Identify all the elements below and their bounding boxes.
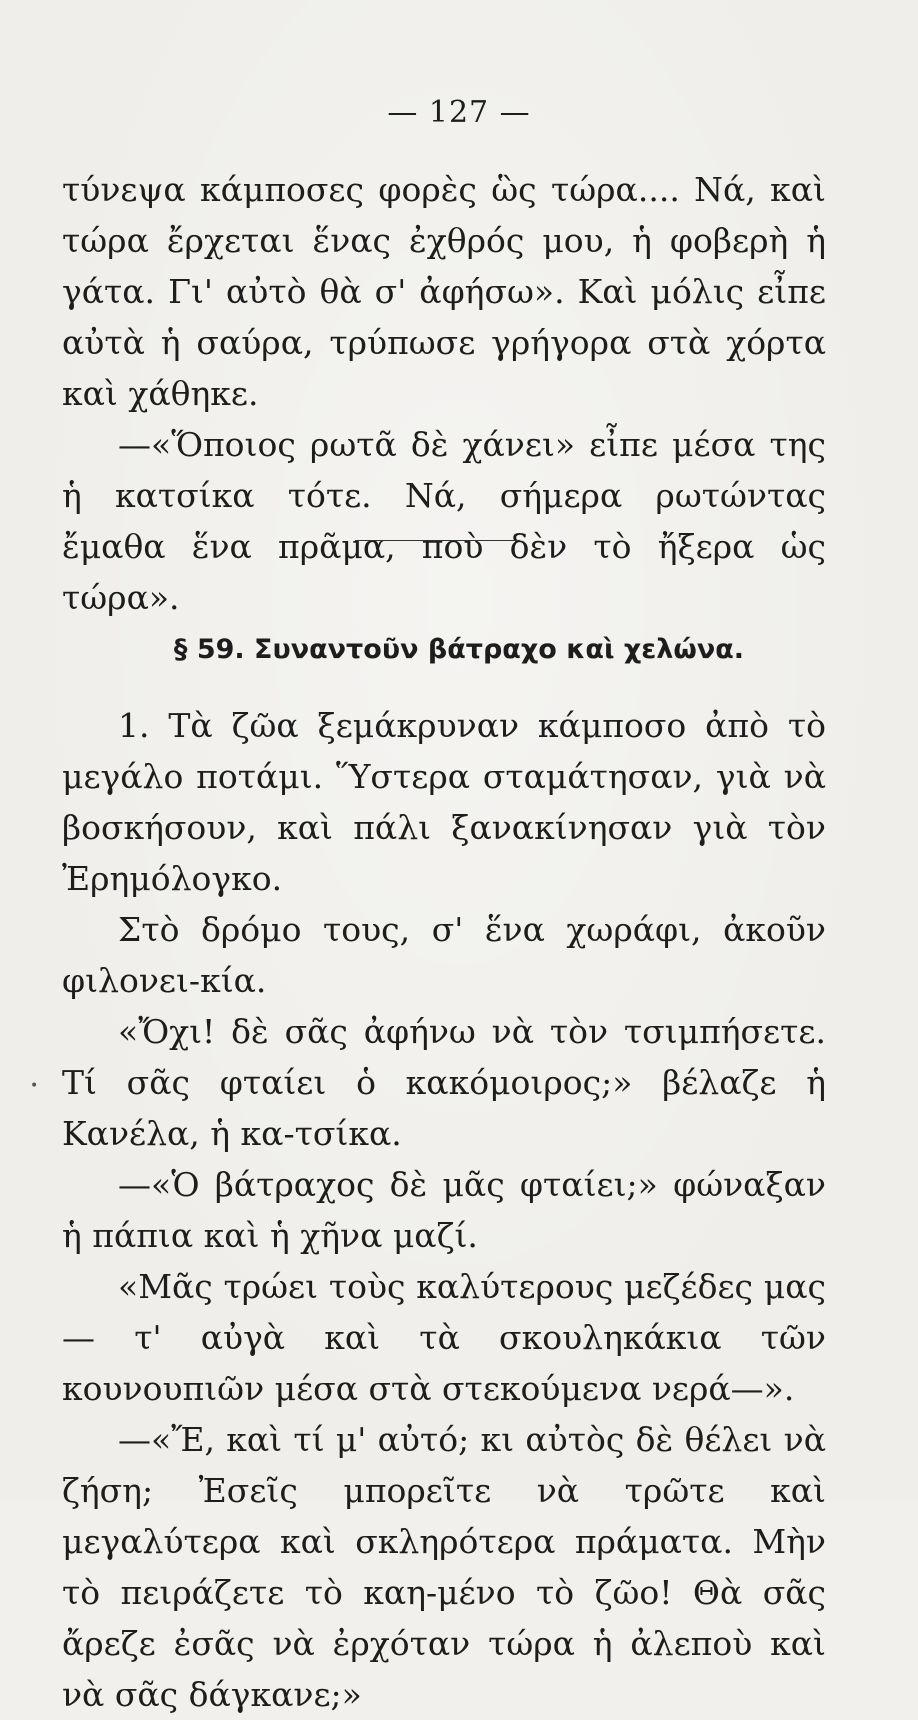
paragraph-6: —«Ἔ, καὶ τί μ' αὐτό; κι αὐτὸς δὲ θέλει νὰ ζήση; Ἐσεῖς μπορεῖτε νὰ τρῶτε καὶ μεγαλύτερα καὶ σκληρότερα πράματα. Μὴν τὸ πειράζετε τὸ καη-μένο τὸ ζῶο! Θὰ σᾶς ἄρεζε ἐσᾶς νὰ ἐρχόταν τώρα ἡ ἀλεποὺ καὶ νὰ σᾶς δάγκανε;»: [62, 1420, 826, 1714]
section-divider: [355, 540, 520, 541]
stray-ink-mark: •: [30, 1078, 39, 1094]
paragraph-2: Στὸ δρόμο τους, σ' ἕνα χωράφι, ἀκοῦν φιλονει-κία.: [62, 910, 826, 1000]
top-text-block: [62, 164, 826, 623]
page-number: — 127 —: [387, 95, 531, 130]
section-body: [62, 700, 826, 1720]
paragraph-4: —«Ὁ βάτραχος δὲ μᾶς φταίει;» φώναξαν ἡ πάπια καὶ ἡ χῆνα μαζί.: [62, 1165, 826, 1255]
paragraph-3: «Ὄχι! δὲ σᾶς ἀφήνω νὰ τὸν τσιμπήσετε. Τί σᾶς φταίει ὁ κακόμοιρος;» βέλαζε ἡ Κανέλα, ἡ κα-τσίκα.: [62, 1012, 826, 1153]
paragraph-5: «Μᾶς τρώει τοὺς καλύτερους μεζέδες μας— τ' αὐγὰ καὶ τὰ σκουληκάκια τῶν κουνουπιῶν μέσα στὰ στεκούμενα νερά—».: [62, 1267, 826, 1408]
paragraph-continuation: τύνεψα κάμποσες φορὲς ὣς τώρα.... Νά, καὶ τώρα ἔρχεται ἕνας ἐχθρός μου, ἡ φοβερὴ ἡ γάτα. Γι' αὐτὸ θὰ σ' ἀφήσω». Καὶ μόλις εἶπε αὐτὰ ἡ σαύρα, τρύπωσε γρήγορα στὰ χόρτα καὶ χάθηκε.: [62, 170, 826, 413]
paragraph-goat-quote: —«Ὅποιος ρωτᾶ δὲ χάνει» εἶπε μέσα της ἡ κατσίκα τότε. Νά, σήμερα ρωτώντας ἔμαθα ἕνα πρᾶμα, ποὺ δὲν τὸ ἤξερα ὡς τώρα».: [62, 425, 826, 617]
paragraph-1: 1. Τὰ ζῶα ξεμάκρυναν κάμποσο ἀπὸ τὸ μεγάλο ποτάμι. Ὕστερα σταμάτησαν, γιὰ νὰ βοσκήσουν, καὶ πάλι ξανακίνησαν γιὰ τὸν Ἐρημόλογκο.: [62, 706, 826, 898]
section-heading: § 59. Συναντοῦν βάτραχο καὶ χελώνα.: [173, 634, 745, 665]
